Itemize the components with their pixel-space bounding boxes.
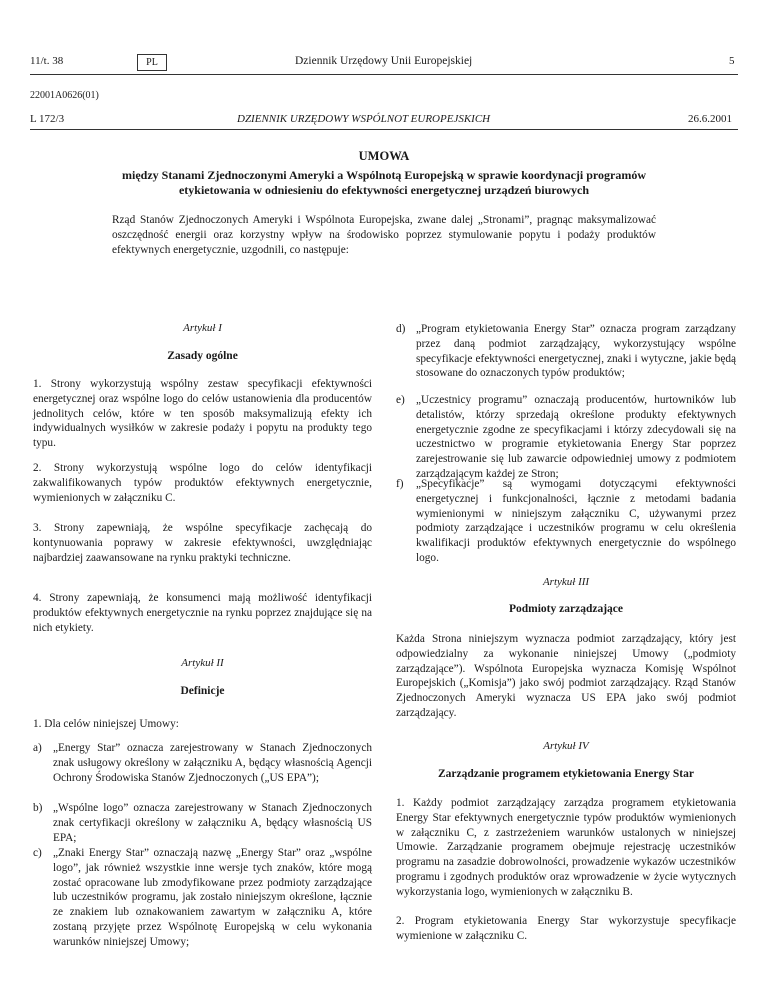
- oj-rule: [30, 129, 738, 130]
- article-3-title: Podmioty zarządzające: [508, 603, 623, 615]
- document-subtitle-line-2: etykietowania w odniesieniu do efektywności energetycznej urządzeń biurowych: [178, 183, 590, 197]
- journal-name: Dziennik Urzędowy Unii Europejskiej: [295, 55, 473, 67]
- article-2-para-1: 1. Dla celów niniejszej Umowy:: [33, 718, 179, 730]
- oj-date: 26.6.2001: [688, 113, 732, 125]
- language-badge: PL: [137, 54, 167, 71]
- definition-e: [396, 393, 736, 482]
- article-2-label: Artykuł II: [181, 657, 224, 669]
- page-ref: 11/t. 38: [30, 55, 64, 67]
- definition-b-label: b): [33, 802, 43, 814]
- definition-c-text: „Znaki Energy Star” oznaczają nazwę „Energy Star” oraz „wspólne logo”, jak również wszystkie inne wersje tych znaków, które mogą zostać opracowane lub zmodyfikowane przez podmioty zarządzające lub uczestników programu, jak zostało niniejszym określone, łącznie ze znakiem lub oznakowaniem zawartym w załączniku A, które zostaną przyjęte przez Wspólnotę Europejską w celu wykonania warunków niniejszej Umowy;: [53, 847, 372, 948]
- article-4-title: Zarządzanie programem etykietowania Energy Star: [438, 768, 694, 780]
- article-4-label: Artykuł IV: [543, 740, 589, 752]
- celex-number: 22001A0626(01): [30, 90, 99, 101]
- document-title: UMOWA: [358, 149, 410, 163]
- definition-e-text: „Uczestnicy programu” oznaczają producentów, hurtowników lub detalistów, którzy sprzedają określone produkty efektywnych energetycznie zgodne ze specyfikacjami i którzy zdecydowali się na uczestnictwo w programie etykietowania Energy Star poprzez zarejestrowanie się lub zawarcie odpowiedniej umowy z podmiotem zarządzającym każdej ze Stron;: [416, 394, 736, 480]
- definition-a-text: „Energy Star” oznacza zarejestrowany w Stanach Zjednoczonych znak usługowy określony w załączniku A, będący własnością Agencji Ochrony Środowiska Stanów Zjednoczonych („US EPA”);: [53, 742, 372, 784]
- preamble: Rząd Stanów Zjednoczonych Ameryki i Wspólnota Europejska, zwane dalej „Stronami”, pragnąc maksymalizować oszczędność energii oraz korzystny wpływ na środowisko poprzez stymulowanie popytu i podaży produktów efektywnych energetycznie, uzgodnili, co następuje:: [112, 214, 656, 256]
- article-4-para-1: 1. Każdy podmiot zarządzający zarządza programem etykietowania Energy Star efektywnych energetycznie typów produktów wymienionych w załączniku C, z zastrzeżeniem warunków ustalonych w niniejszej Umowie. Zarządzanie programem obejmuje rejestrację uczestników programu na zasadzie dobrowolności, prowadzenie wykazów uczestników programu i zgodnych produktów oraz wprowadzenie w życie wytycznych wykorzystania logo, wymienionych w załączniku B.: [396, 797, 736, 898]
- definition-b: [33, 801, 372, 845]
- article-3-para-1: Każda Strona niniejszym wyznacza podmiot zarządzający, który jest odpowiedzialny za wykonanie niniejszej Umowy („podmioty zarządzające”). Wspólnota Europejska wyznacza Komisję Wspólnot Europejskich („Komisja”) jako swój podmiot zarządzający. Rząd Stanów Zjednoczonych Ameryki wyznacza US EPA jako swój podmiot zarządzający.: [396, 633, 736, 719]
- article-1-label: Artykuł I: [183, 322, 222, 334]
- article-1-title: Zasady ogólne: [167, 350, 238, 362]
- definition-d-label: d): [396, 323, 406, 335]
- definition-d: [396, 322, 736, 381]
- definition-a: [33, 741, 372, 785]
- definition-f-label: f): [396, 478, 404, 490]
- definition-b-text: „Wspólne logo” oznacza zarejestrowany w Stanach Zjednoczonych znak certyfikacji określony w załączniku A, będący własnością US EPA;: [53, 802, 372, 844]
- article-4-para-2: 2. Program etykietowania Energy Star wykorzystuje specyfikacje wymienione w załączniku C.: [396, 915, 736, 942]
- article-1-para-1: 1. Strony wykorzystują wspólny zestaw specyfikacji efektywności energetycznej oraz wspólne logo do celów ustanowienia dla producentów jednolitych celów, które w ten sposób maksymalizują efekty ich indywidualnych wysiłków w zakresie podaży i popytu na produkty tego typu.: [33, 378, 372, 450]
- article-1-para-3: 3. Strony zapewniają, że wspólne specyfikacje zachęcają do kontynuowania poprawy w zakresie efektywności, uwzględniając najbardziej zaawansowane na rynku praktyki techniczne.: [33, 522, 372, 564]
- definition-c: [33, 846, 372, 950]
- article-1-para-4: 4. Strony zapewniają, że konsumenci mają możliwość identyfikacji produktów efektywnych energetycznie na rynku poprzez znajdujące się na nich etykiety.: [33, 592, 372, 634]
- oj-title: DZIENNIK URZĘDOWY WSPÓLNOT EUROPEJSKICH: [237, 113, 491, 125]
- article-2-title: Definicje: [180, 685, 225, 697]
- definition-d-text: „Program etykietowania Energy Star” oznacza program zarządzany przez daną podmiot zarządzający, wykorzystujący wspólne specyfikacje efektywności energetycznej, znaki i wytyczne, jakie będą stosowane do oznaczonych typów produktów;: [416, 323, 736, 380]
- page-number: 5: [729, 55, 735, 67]
- definition-c-label: c): [33, 847, 42, 859]
- definition-a-label: a): [33, 742, 42, 754]
- document-subtitle-line-1: między Stanami Zjednoczonymi Ameryki a Wspólnotą Europejską w sprawie koordynacji programów: [121, 168, 646, 182]
- header-rule: [30, 74, 738, 75]
- article-1-para-2: 2. Strony wykorzystują wspólne logo do celów identyfikacji zakwalifikowanych typów produktów efektywnych energetycznie, wymienionych w załączniku C.: [33, 462, 372, 504]
- oj-reference: L 172/3: [30, 113, 65, 125]
- article-3-label: Artykuł III: [542, 576, 590, 588]
- definition-f-text: „Specyfikacje” są wymogami dotyczącymi efektywności energetycznej i funkcjonalności, łącznie z metodami badania wymienionymi w niniejszym załączniku C, używanymi przez podmioty zarządzające i uczestników programu w celu określenia kwalifikacji produktów efektywnych energetycznie do wspólnego logo.: [416, 478, 736, 564]
- definition-e-label: e): [396, 394, 405, 406]
- definition-f: [396, 477, 736, 566]
